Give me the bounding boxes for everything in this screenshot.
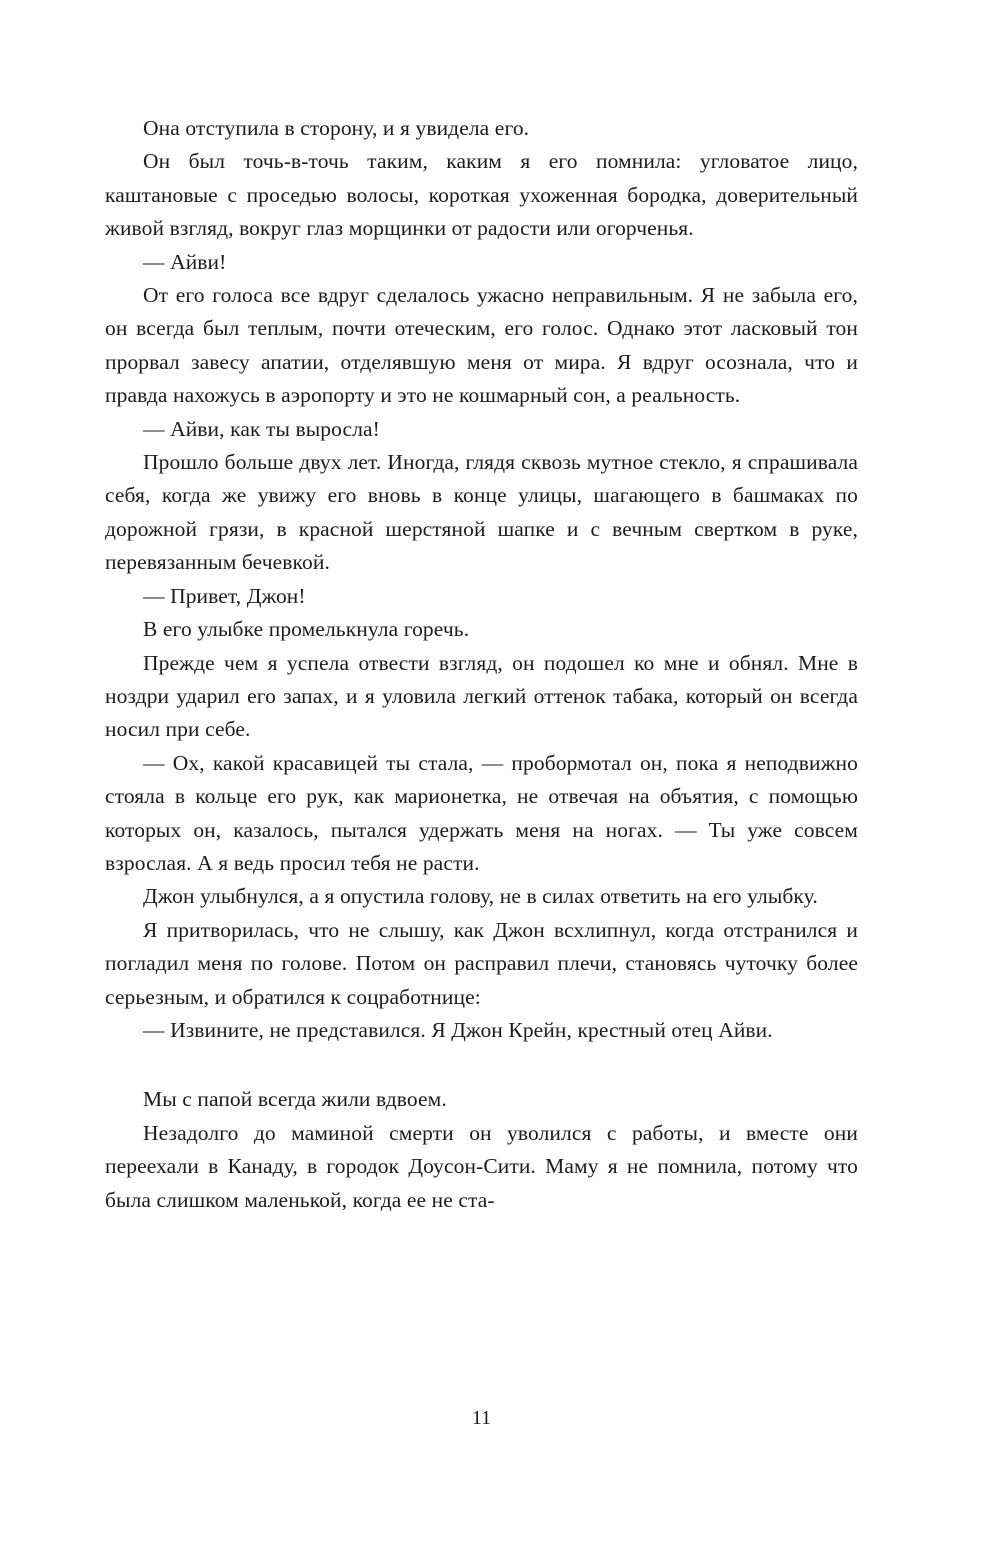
paragraph: — Привет, Джон!: [143, 583, 306, 608]
paragraph: Прошло больше двух лет. Иногда, глядя сквозь мутное стекло, я спрашивала себя, когда же увижу его вновь в конце улицы, шагающего в башмаках по дорожной грязи, в красной шерстяной шапке и с вечным свертком в руке, перевязанным бечевкой.: [105, 450, 858, 575]
paragraph: — Айви, как ты выросла!: [143, 416, 380, 441]
paragraph: — Айви!: [143, 249, 227, 274]
paragraph: Незадолго до маминой смерти он уволился с работы, и вместе они переехали в Канаду, в городок Доусон-Сити. Маму я не помнила, потому что была слишком маленькой, когда ее не ста-: [105, 1120, 858, 1212]
paragraph: Он был точь-в-точь таким, каким я его помнила: угловатое лицо, каштановые с проседью волосы, короткая ухоженная бородка, доверительный живой взгляд, вокруг глаз морщинки от радости или огорченья.: [105, 149, 858, 241]
page-number: 11: [471, 1407, 492, 1429]
paragraph: — Ох, какой красавицей ты стала, — пробормотал он, пока я неподвижно стояла в кольце его рук, как марионетка, не отвечая на объятия, с помощью которых он, казалось, пытался удержать меня на ногах. — Ты уже совсем взрослая. А я ведь просил тебя не расти.: [105, 750, 858, 875]
paragraph: Джон улыбнулся, а я опустила голову, не в силах ответить на его улыбку.: [143, 884, 818, 909]
paragraph: Мы с папой всегда жили вдвоем.: [143, 1087, 447, 1112]
page-text: [105, 112, 858, 1217]
paragraph: — Извините, не представился. Я Джон Крейн, крестный отец Айви.: [143, 1017, 773, 1042]
paragraph: Она отступила в сторону, и я увидела его.: [143, 116, 530, 140]
paragraph: Прежде чем я успела отвести взгляд, он подошел ко мне и обнял. Мне в ноздри ударил его запах, и я уловила легкий оттенок табака, который он всегда носил при себе.: [105, 650, 858, 742]
paragraph: В его улыбке промелькнула горечь.: [143, 617, 470, 642]
paragraph: Я притворилась, что не слышу, как Джон всхлипнул, когда отстранился и погладил меня по голове. Потом он расправил плечи, становясь чуточку более серьезным, и обратился к соцработнице:: [105, 917, 858, 1009]
paragraph: От его голоса все вдруг сделалось ужасно неправильным. Я не забыла его, он всегда был теплым, почти отеческим, его голос. Однако этот ласковый тон прорвал завесу апатии, отделявшую меня от мира. Я вдруг осознала, что и правда нахожусь в аэропорту и это не кошмарный сон, а реальность.: [105, 283, 858, 408]
